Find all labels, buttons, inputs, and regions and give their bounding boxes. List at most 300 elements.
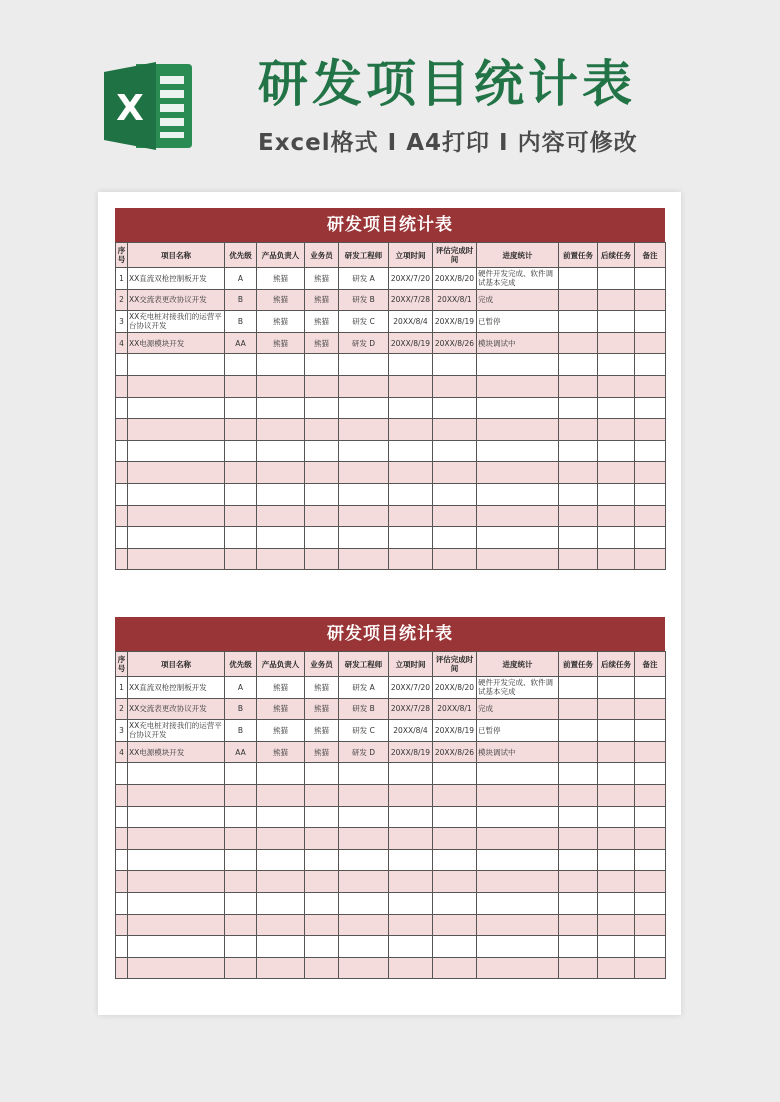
empty-cell[interactable] (257, 505, 305, 527)
empty-cell[interactable] (635, 849, 666, 871)
empty-cell[interactable] (433, 375, 477, 397)
empty-cell[interactable] (433, 397, 477, 419)
empty-cell[interactable] (433, 763, 477, 785)
empty-cell[interactable] (128, 397, 225, 419)
empty-cell[interactable] (128, 892, 225, 914)
empty-cell[interactable] (339, 936, 389, 958)
empty-cell[interactable] (257, 892, 305, 914)
empty-cell[interactable] (635, 462, 666, 484)
table-cell[interactable] (598, 677, 635, 699)
empty-cell[interactable] (559, 483, 598, 505)
empty-cell[interactable] (389, 527, 433, 549)
empty-cell[interactable] (433, 548, 477, 570)
table-cell[interactable]: 熊猫 (305, 677, 339, 699)
table-cell[interactable] (559, 311, 598, 333)
table-cell[interactable]: 研发 A (339, 268, 389, 290)
empty-cell[interactable] (389, 375, 433, 397)
table-cell[interactable]: 20XX/8/26 (433, 741, 477, 763)
empty-cell[interactable] (433, 462, 477, 484)
empty-cell[interactable] (305, 505, 339, 527)
empty-cell[interactable] (559, 505, 598, 527)
empty-cell[interactable] (339, 527, 389, 549)
table-cell[interactable]: 熊猫 (257, 289, 305, 311)
table-cell[interactable]: AA (225, 741, 257, 763)
empty-cell[interactable] (635, 397, 666, 419)
empty-cell[interactable] (477, 784, 559, 806)
empty-cell[interactable] (305, 914, 339, 936)
table-cell[interactable] (598, 268, 635, 290)
empty-cell[interactable] (559, 892, 598, 914)
empty-cell[interactable] (635, 806, 666, 828)
empty-cell[interactable] (225, 957, 257, 979)
empty-cell[interactable] (339, 914, 389, 936)
table-cell[interactable]: 熊猫 (305, 698, 339, 720)
empty-cell[interactable] (257, 462, 305, 484)
empty-cell[interactable] (305, 892, 339, 914)
empty-cell[interactable] (433, 957, 477, 979)
empty-cell[interactable] (477, 871, 559, 893)
empty-cell[interactable] (477, 440, 559, 462)
table-cell[interactable] (559, 720, 598, 742)
table-cell[interactable]: 20XX/7/20 (389, 268, 433, 290)
empty-cell[interactable] (635, 505, 666, 527)
empty-cell[interactable] (225, 871, 257, 893)
empty-cell[interactable] (433, 784, 477, 806)
empty-cell[interactable] (598, 375, 635, 397)
empty-cell[interactable] (635, 936, 666, 958)
empty-cell[interactable] (128, 548, 225, 570)
empty-cell[interactable] (389, 763, 433, 785)
empty-cell[interactable] (305, 483, 339, 505)
empty-cell[interactable] (635, 440, 666, 462)
empty-cell[interactable] (598, 828, 635, 850)
table-cell[interactable]: 模块调试中 (477, 741, 559, 763)
table-cell[interactable]: 模块调试中 (477, 332, 559, 354)
table-cell[interactable]: XX电源模块开发 (128, 741, 225, 763)
table-cell[interactable]: 20XX/7/28 (389, 698, 433, 720)
table-cell[interactable]: 1 (116, 677, 128, 699)
empty-cell[interactable] (128, 462, 225, 484)
empty-cell[interactable] (559, 548, 598, 570)
table-cell[interactable]: 20XX/8/19 (433, 311, 477, 333)
empty-cell[interactable] (128, 440, 225, 462)
empty-cell[interactable] (128, 763, 225, 785)
empty-cell[interactable] (128, 957, 225, 979)
empty-cell[interactable] (128, 354, 225, 376)
empty-cell[interactable] (635, 527, 666, 549)
empty-cell[interactable] (116, 763, 128, 785)
empty-cell[interactable] (339, 849, 389, 871)
empty-cell[interactable] (116, 828, 128, 850)
empty-cell[interactable] (116, 375, 128, 397)
empty-cell[interactable] (225, 440, 257, 462)
empty-cell[interactable] (225, 936, 257, 958)
empty-cell[interactable] (433, 354, 477, 376)
empty-cell[interactable] (116, 892, 128, 914)
empty-cell[interactable] (305, 419, 339, 441)
table-cell[interactable]: 20XX/8/1 (433, 698, 477, 720)
empty-cell[interactable] (433, 483, 477, 505)
table-cell[interactable]: 1 (116, 268, 128, 290)
empty-cell[interactable] (305, 354, 339, 376)
empty-cell[interactable] (635, 871, 666, 893)
empty-cell[interactable] (128, 871, 225, 893)
empty-cell[interactable] (389, 892, 433, 914)
table-cell[interactable]: 20XX/8/1 (433, 289, 477, 311)
empty-cell[interactable] (477, 483, 559, 505)
empty-cell[interactable] (598, 462, 635, 484)
empty-cell[interactable] (635, 892, 666, 914)
empty-cell[interactable] (559, 527, 598, 549)
empty-cell[interactable] (477, 763, 559, 785)
empty-cell[interactable] (433, 849, 477, 871)
empty-cell[interactable] (389, 419, 433, 441)
table-cell[interactable]: 研发 D (339, 741, 389, 763)
empty-cell[interactable] (389, 914, 433, 936)
table-cell[interactable]: 熊猫 (305, 311, 339, 333)
empty-cell[interactable] (339, 483, 389, 505)
empty-cell[interactable] (116, 849, 128, 871)
empty-cell[interactable] (598, 784, 635, 806)
empty-cell[interactable] (635, 375, 666, 397)
table-cell[interactable] (635, 720, 666, 742)
empty-cell[interactable] (225, 397, 257, 419)
table-cell[interactable]: 20XX/8/19 (389, 741, 433, 763)
table-cell[interactable]: 熊猫 (305, 332, 339, 354)
empty-cell[interactable] (116, 527, 128, 549)
table-cell[interactable] (635, 311, 666, 333)
empty-cell[interactable] (339, 419, 389, 441)
empty-cell[interactable] (339, 871, 389, 893)
empty-cell[interactable] (477, 462, 559, 484)
table-cell[interactable]: 20XX/8/20 (433, 268, 477, 290)
table-cell[interactable]: 熊猫 (257, 332, 305, 354)
empty-cell[interactable] (389, 936, 433, 958)
table-cell[interactable] (598, 311, 635, 333)
empty-cell[interactable] (598, 483, 635, 505)
empty-cell[interactable] (559, 763, 598, 785)
table-cell[interactable]: XX交流表更改协议开发 (128, 289, 225, 311)
table-cell[interactable]: 20XX/8/20 (433, 677, 477, 699)
empty-cell[interactable] (116, 483, 128, 505)
empty-cell[interactable] (635, 828, 666, 850)
empty-cell[interactable] (389, 849, 433, 871)
table-cell[interactable]: 20XX/8/19 (389, 332, 433, 354)
empty-cell[interactable] (635, 483, 666, 505)
empty-cell[interactable] (477, 957, 559, 979)
empty-cell[interactable] (477, 527, 559, 549)
empty-cell[interactable] (389, 505, 433, 527)
empty-cell[interactable] (559, 419, 598, 441)
empty-cell[interactable] (225, 548, 257, 570)
empty-cell[interactable] (128, 849, 225, 871)
empty-cell[interactable] (477, 397, 559, 419)
table-cell[interactable]: 熊猫 (257, 311, 305, 333)
table-cell[interactable]: 研发 C (339, 720, 389, 742)
empty-cell[interactable] (559, 784, 598, 806)
empty-cell[interactable] (433, 419, 477, 441)
table-cell[interactable]: 20XX/8/26 (433, 332, 477, 354)
empty-cell[interactable] (116, 936, 128, 958)
empty-cell[interactable] (559, 354, 598, 376)
empty-cell[interactable] (477, 419, 559, 441)
empty-cell[interactable] (225, 806, 257, 828)
table-cell[interactable]: XX交流表更改协议开发 (128, 698, 225, 720)
table-cell[interactable]: B (225, 698, 257, 720)
table-cell[interactable]: 20XX/7/20 (389, 677, 433, 699)
empty-cell[interactable] (128, 483, 225, 505)
empty-cell[interactable] (559, 936, 598, 958)
empty-cell[interactable] (225, 828, 257, 850)
table-cell[interactable]: A (225, 268, 257, 290)
empty-cell[interactable] (257, 763, 305, 785)
table-cell[interactable]: 熊猫 (257, 268, 305, 290)
empty-cell[interactable] (305, 871, 339, 893)
table-cell[interactable] (635, 332, 666, 354)
table-cell[interactable] (559, 268, 598, 290)
empty-cell[interactable] (598, 871, 635, 893)
empty-cell[interactable] (559, 462, 598, 484)
table-cell[interactable] (559, 289, 598, 311)
empty-cell[interactable] (559, 440, 598, 462)
empty-cell[interactable] (128, 375, 225, 397)
empty-cell[interactable] (128, 419, 225, 441)
table-cell[interactable]: 4 (116, 332, 128, 354)
empty-cell[interactable] (128, 828, 225, 850)
empty-cell[interactable] (116, 397, 128, 419)
empty-cell[interactable] (389, 784, 433, 806)
empty-cell[interactable] (128, 784, 225, 806)
empty-cell[interactable] (225, 462, 257, 484)
empty-cell[interactable] (598, 849, 635, 871)
table-cell[interactable]: B (225, 289, 257, 311)
table-cell[interactable]: 20XX/8/4 (389, 720, 433, 742)
empty-cell[interactable] (339, 828, 389, 850)
table-cell[interactable]: 20XX/7/28 (389, 289, 433, 311)
empty-cell[interactable] (598, 957, 635, 979)
empty-cell[interactable] (339, 505, 389, 527)
table-cell[interactable]: XX电源模块开发 (128, 332, 225, 354)
table-cell[interactable]: 完成 (477, 698, 559, 720)
table-cell[interactable]: 熊猫 (257, 677, 305, 699)
empty-cell[interactable] (635, 548, 666, 570)
table-cell[interactable] (635, 677, 666, 699)
empty-cell[interactable] (116, 548, 128, 570)
empty-cell[interactable] (116, 419, 128, 441)
empty-cell[interactable] (225, 914, 257, 936)
empty-cell[interactable] (389, 354, 433, 376)
empty-cell[interactable] (635, 419, 666, 441)
empty-cell[interactable] (598, 763, 635, 785)
empty-cell[interactable] (225, 784, 257, 806)
empty-cell[interactable] (257, 936, 305, 958)
empty-cell[interactable] (635, 914, 666, 936)
empty-cell[interactable] (128, 914, 225, 936)
empty-cell[interactable] (305, 462, 339, 484)
table-cell[interactable]: 熊猫 (305, 741, 339, 763)
empty-cell[interactable] (305, 849, 339, 871)
empty-cell[interactable] (257, 806, 305, 828)
table-cell[interactable]: 研发 C (339, 311, 389, 333)
table-cell[interactable]: 2 (116, 289, 128, 311)
empty-cell[interactable] (389, 440, 433, 462)
empty-cell[interactable] (339, 548, 389, 570)
empty-cell[interactable] (257, 397, 305, 419)
empty-cell[interactable] (389, 828, 433, 850)
table-cell[interactable] (559, 698, 598, 720)
empty-cell[interactable] (389, 871, 433, 893)
table-cell[interactable]: 硬件开发完成、软件调试基本完成 (477, 677, 559, 699)
table-cell[interactable]: 2 (116, 698, 128, 720)
table-cell[interactable]: XX充电桩对接我们的运营平台协议开发 (128, 311, 225, 333)
empty-cell[interactable] (116, 914, 128, 936)
empty-cell[interactable] (225, 849, 257, 871)
empty-cell[interactable] (477, 828, 559, 850)
empty-cell[interactable] (598, 892, 635, 914)
empty-cell[interactable] (477, 505, 559, 527)
table-cell[interactable] (598, 289, 635, 311)
empty-cell[interactable] (257, 957, 305, 979)
empty-cell[interactable] (598, 914, 635, 936)
empty-cell[interactable] (635, 354, 666, 376)
empty-cell[interactable] (477, 936, 559, 958)
table-cell[interactable]: B (225, 311, 257, 333)
empty-cell[interactable] (598, 806, 635, 828)
empty-cell[interactable] (598, 527, 635, 549)
empty-cell[interactable] (339, 354, 389, 376)
empty-cell[interactable] (559, 828, 598, 850)
table-cell[interactable] (559, 741, 598, 763)
empty-cell[interactable] (635, 784, 666, 806)
empty-cell[interactable] (339, 440, 389, 462)
empty-cell[interactable] (305, 784, 339, 806)
empty-cell[interactable] (598, 419, 635, 441)
table-cell[interactable]: 4 (116, 741, 128, 763)
empty-cell[interactable] (598, 354, 635, 376)
table-cell[interactable]: A (225, 677, 257, 699)
empty-cell[interactable] (389, 548, 433, 570)
empty-cell[interactable] (225, 763, 257, 785)
table-cell[interactable] (598, 698, 635, 720)
empty-cell[interactable] (477, 354, 559, 376)
empty-cell[interactable] (116, 440, 128, 462)
empty-cell[interactable] (305, 936, 339, 958)
empty-cell[interactable] (116, 871, 128, 893)
table-cell[interactable] (635, 741, 666, 763)
empty-cell[interactable] (339, 784, 389, 806)
empty-cell[interactable] (305, 375, 339, 397)
table-cell[interactable]: 熊猫 (257, 698, 305, 720)
empty-cell[interactable] (225, 375, 257, 397)
empty-cell[interactable] (339, 957, 389, 979)
table-cell[interactable] (635, 268, 666, 290)
empty-cell[interactable] (635, 763, 666, 785)
empty-cell[interactable] (225, 527, 257, 549)
empty-cell[interactable] (635, 957, 666, 979)
empty-cell[interactable] (305, 957, 339, 979)
empty-cell[interactable] (257, 784, 305, 806)
table-cell[interactable]: 熊猫 (305, 289, 339, 311)
empty-cell[interactable] (477, 548, 559, 570)
table-cell[interactable]: 熊猫 (305, 720, 339, 742)
empty-cell[interactable] (116, 354, 128, 376)
empty-cell[interactable] (598, 440, 635, 462)
table-cell[interactable] (598, 720, 635, 742)
table-cell[interactable]: 已暂停 (477, 311, 559, 333)
empty-cell[interactable] (339, 375, 389, 397)
empty-cell[interactable] (116, 462, 128, 484)
table-cell[interactable]: B (225, 720, 257, 742)
table-cell[interactable]: 研发 B (339, 698, 389, 720)
empty-cell[interactable] (305, 806, 339, 828)
table-cell[interactable]: 熊猫 (305, 268, 339, 290)
empty-cell[interactable] (257, 849, 305, 871)
empty-cell[interactable] (477, 914, 559, 936)
empty-cell[interactable] (339, 763, 389, 785)
empty-cell[interactable] (225, 892, 257, 914)
table-cell[interactable]: 3 (116, 720, 128, 742)
empty-cell[interactable] (389, 957, 433, 979)
empty-cell[interactable] (305, 527, 339, 549)
empty-cell[interactable] (433, 828, 477, 850)
empty-cell[interactable] (559, 397, 598, 419)
empty-cell[interactable] (433, 505, 477, 527)
empty-cell[interactable] (389, 397, 433, 419)
empty-cell[interactable] (116, 957, 128, 979)
table-cell[interactable]: 硬件开发完成、软件调试基本完成 (477, 268, 559, 290)
empty-cell[interactable] (116, 505, 128, 527)
empty-cell[interactable] (257, 914, 305, 936)
empty-cell[interactable] (559, 871, 598, 893)
empty-cell[interactable] (305, 548, 339, 570)
empty-cell[interactable] (598, 936, 635, 958)
empty-cell[interactable] (305, 440, 339, 462)
empty-cell[interactable] (305, 763, 339, 785)
empty-cell[interactable] (559, 806, 598, 828)
empty-cell[interactable] (257, 483, 305, 505)
empty-cell[interactable] (128, 505, 225, 527)
empty-cell[interactable] (305, 828, 339, 850)
table-cell[interactable] (598, 741, 635, 763)
empty-cell[interactable] (433, 440, 477, 462)
table-cell[interactable]: 研发 D (339, 332, 389, 354)
empty-cell[interactable] (128, 527, 225, 549)
empty-cell[interactable] (559, 375, 598, 397)
empty-cell[interactable] (389, 806, 433, 828)
table-cell[interactable] (635, 698, 666, 720)
empty-cell[interactable] (225, 483, 257, 505)
empty-cell[interactable] (598, 548, 635, 570)
empty-cell[interactable] (477, 806, 559, 828)
empty-cell[interactable] (559, 957, 598, 979)
empty-cell[interactable] (257, 828, 305, 850)
table-cell[interactable]: XX充电桩对接我们的运营平台协议开发 (128, 720, 225, 742)
table-cell[interactable] (598, 332, 635, 354)
table-cell[interactable]: 研发 B (339, 289, 389, 311)
empty-cell[interactable] (433, 892, 477, 914)
empty-cell[interactable] (116, 806, 128, 828)
table-cell[interactable]: 熊猫 (257, 741, 305, 763)
table-cell[interactable]: 熊猫 (257, 720, 305, 742)
empty-cell[interactable] (257, 548, 305, 570)
empty-cell[interactable] (128, 806, 225, 828)
empty-cell[interactable] (559, 914, 598, 936)
table-cell[interactable]: XX直流双枪控制板开发 (128, 268, 225, 290)
empty-cell[interactable] (116, 784, 128, 806)
empty-cell[interactable] (225, 354, 257, 376)
table-cell[interactable]: 20XX/8/4 (389, 311, 433, 333)
table-cell[interactable]: AA (225, 332, 257, 354)
